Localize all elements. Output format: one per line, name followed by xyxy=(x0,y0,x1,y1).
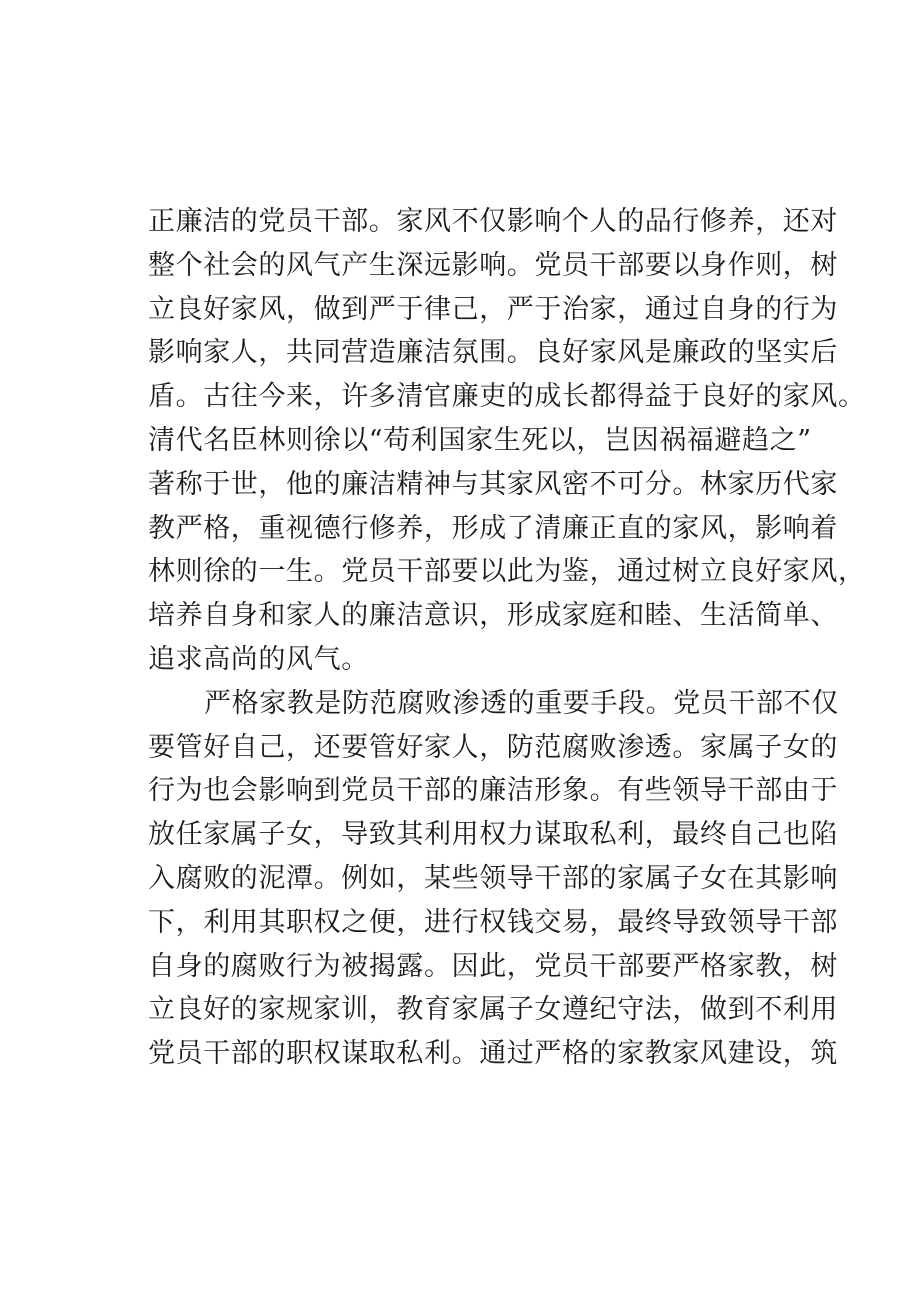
text-line-indented: 严格家教是防范腐败渗透的重要手段。党员干部不仅 xyxy=(204,687,839,719)
text-line: 放任家属子女，导致其利用权力谋取私利，最终自己也陷 xyxy=(148,819,838,851)
paragraph-1 xyxy=(148,200,866,682)
text-line: 立良好家风，做到严于律己，严于治家，通过自身的行为 xyxy=(148,293,838,325)
text-line: 追求高尚的风气。 xyxy=(148,643,369,675)
text-line: 整个社会的风气产生深远影响。党员干部要以身作则，树 xyxy=(148,249,838,281)
text-line: 要管好自己，还要管好家人，防范腐败渗透。家属子女的 xyxy=(148,731,838,763)
text-line: 正廉洁的党员干部。家风不仅影响个人的品行修养，还对 xyxy=(148,206,838,237)
body-text xyxy=(148,200,866,1076)
text-line: 清代名臣林则徐以“苟利国家生死以，岂因祸福避趋之” xyxy=(148,424,812,456)
text-line: 党员干部的职权谋取私利。通过严格的家教家风建设，筑 xyxy=(148,1038,838,1070)
paragraph-2 xyxy=(148,682,839,1076)
text-line: 入腐败的泥潭。例如，某些领导干部的家属子女在其影响 xyxy=(148,862,838,894)
text-line: 自身的腐败行为被揭露。因此，党员干部要严格家教，树 xyxy=(148,950,838,982)
text-line: 立良好的家规家训，教育家属子女遵纪守法，做到不利用 xyxy=(148,994,838,1026)
text-line: 林则徐的一生。党员干部要以此为鉴，通过树立良好家风， xyxy=(148,556,866,588)
text-line: 行为也会影响到党员干部的廉洁形象。有些领导干部由于 xyxy=(148,775,838,807)
text-line: 下，利用其职权之便，进行权钱交易，最终导致领导干部 xyxy=(148,906,838,938)
text-line: 影响家人，共同营造廉洁氛围。良好家风是廉政的坚实后 xyxy=(148,337,838,369)
text-line: 教严格，重视德行修养，形成了清廉正直的家风，影响着 xyxy=(148,512,838,544)
text-line: 盾。古往今来，许多清官廉吏的成长都得益于良好的家风。 xyxy=(148,381,866,413)
text-line: 著称于世，他的廉洁精神与其家风密不可分。林家历代家 xyxy=(148,468,838,500)
text-line: 培养自身和家人的廉洁意识，形成家庭和睦、生活简单、 xyxy=(148,600,838,632)
